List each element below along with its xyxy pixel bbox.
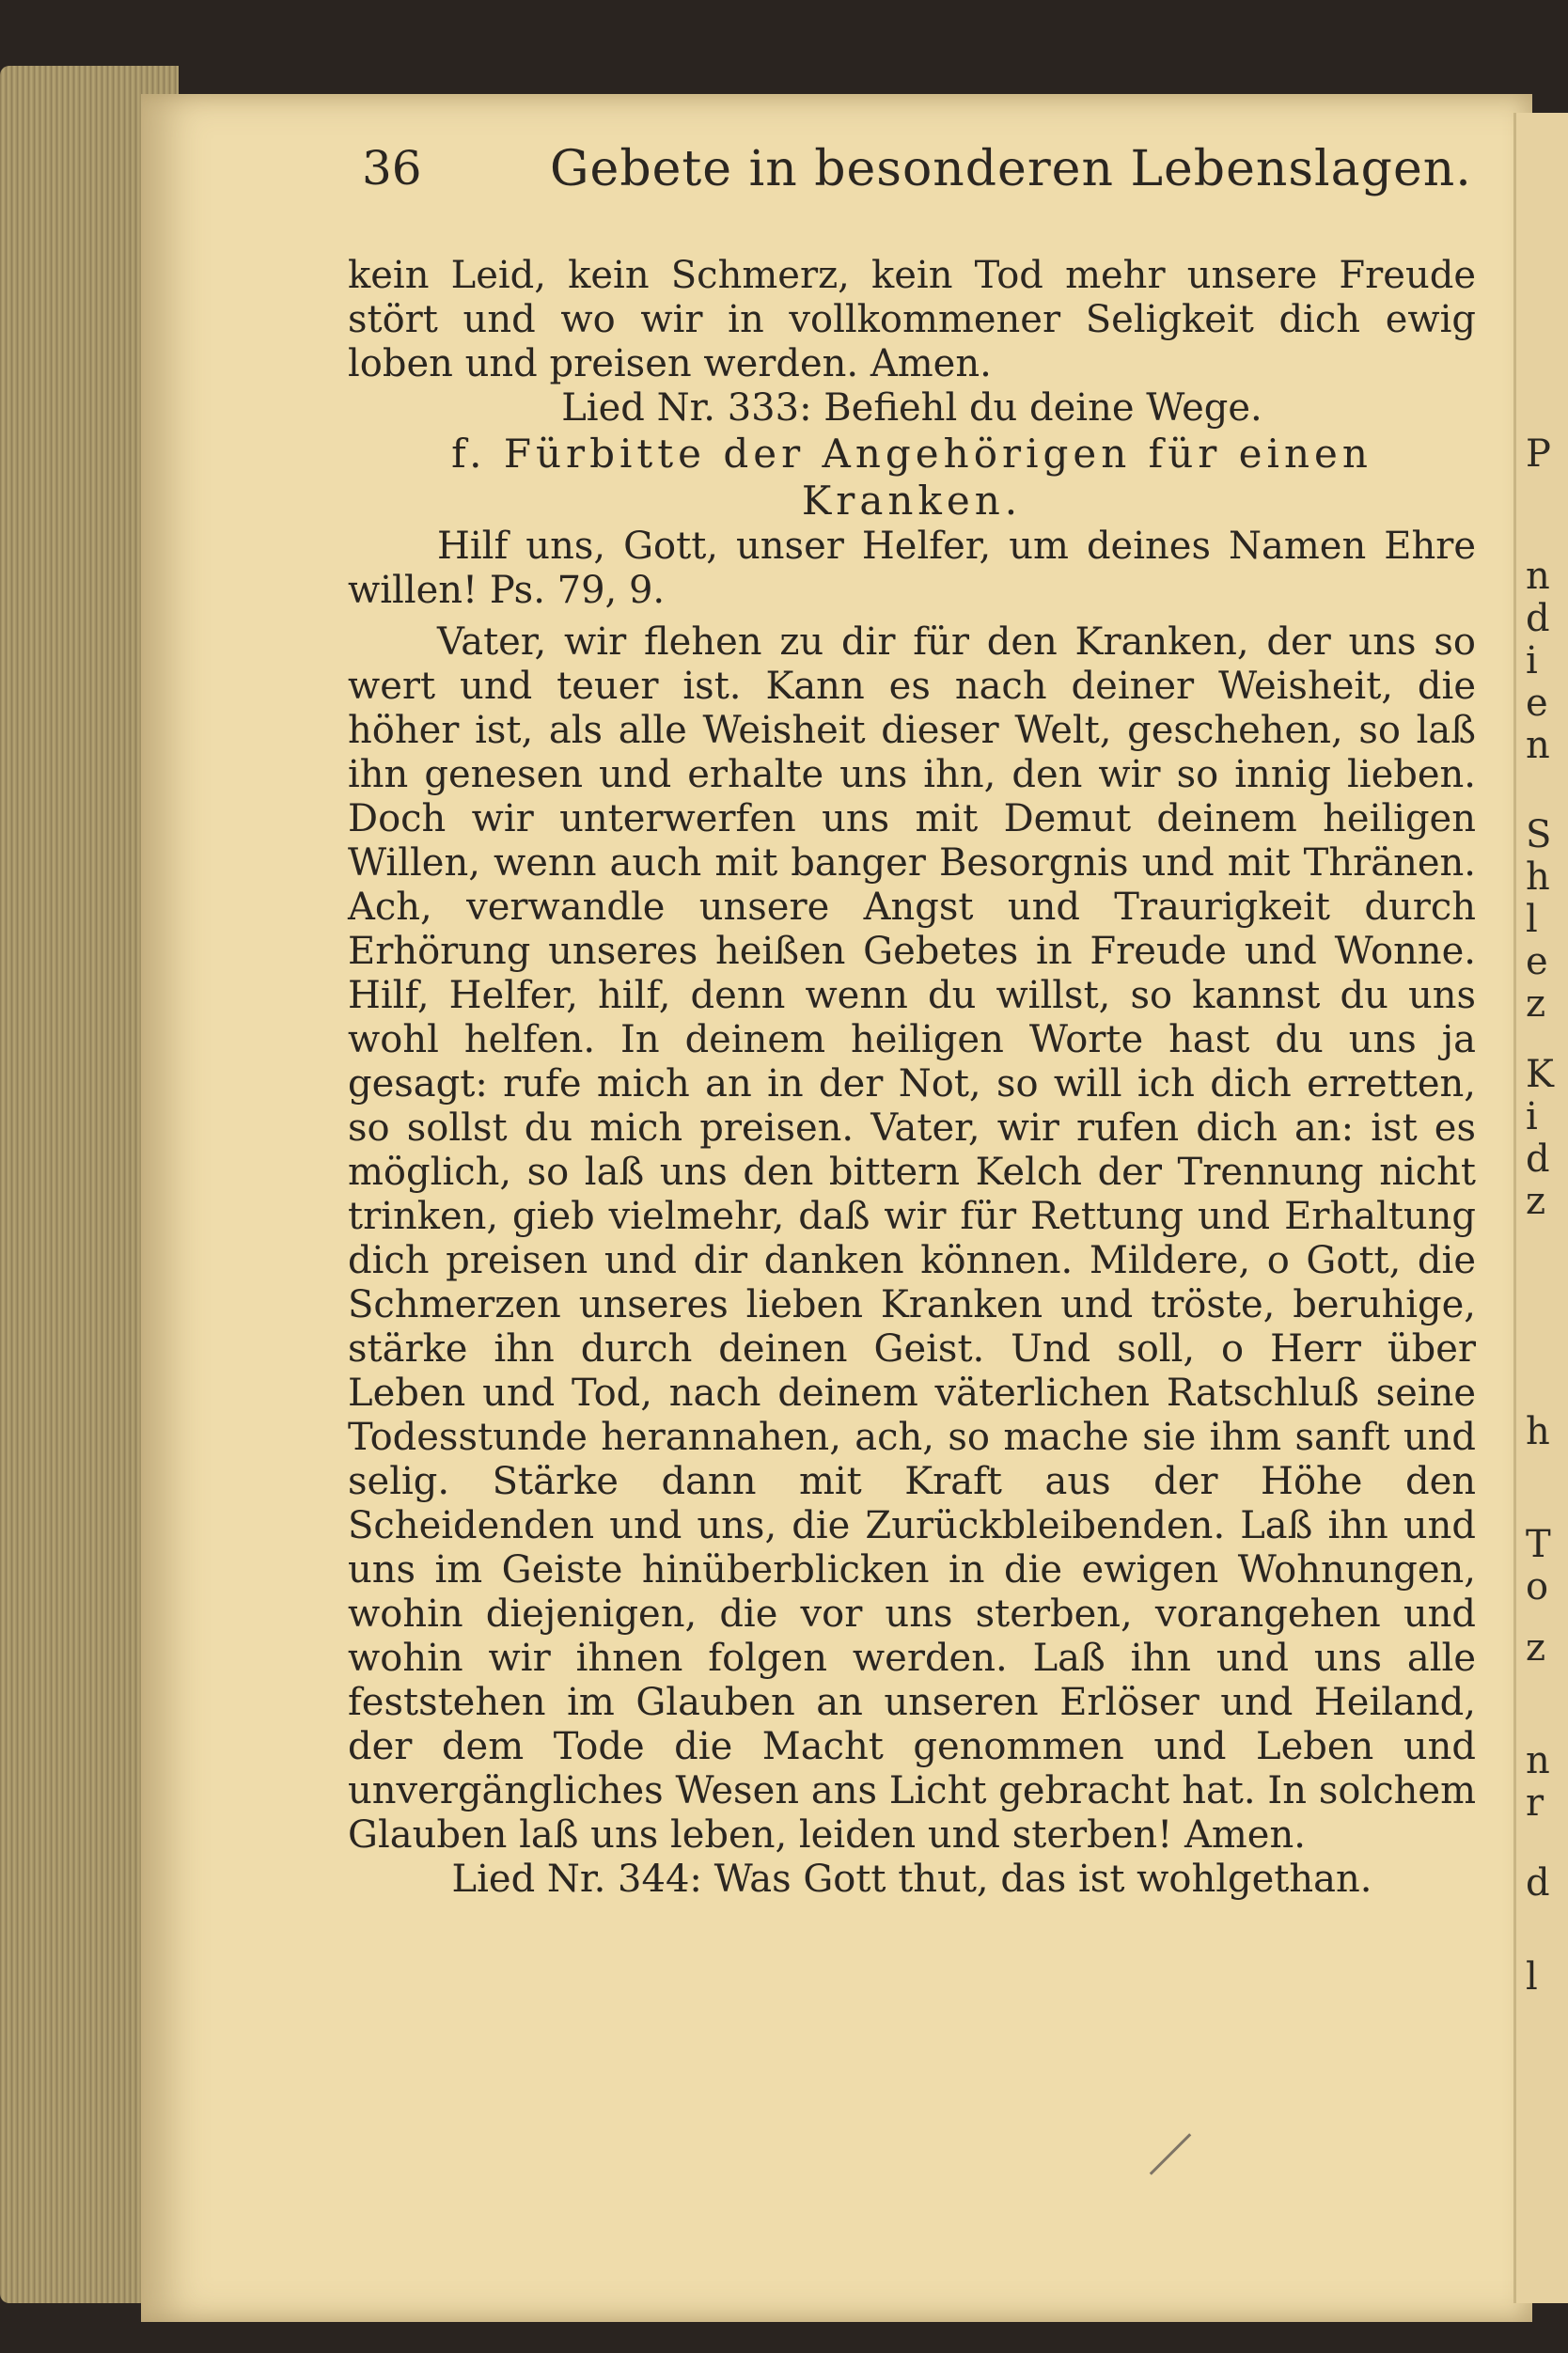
- next-page-fragment: l: [1526, 898, 1538, 941]
- next-page-fragment: n: [1526, 724, 1550, 767]
- next-page-fragment: i: [1526, 1095, 1538, 1138]
- hymn-reference: Lied Nr. 344: Was Gott thut, das ist wohlgethan.: [451, 1858, 1372, 1901]
- next-page-fragment: r: [1526, 1781, 1544, 1825]
- page-body: [348, 254, 1476, 1902]
- next-page-fragment: z: [1526, 1626, 1546, 1670]
- section-heading: f. Fürbitte der Angehörigen für einen Kranken.: [451, 431, 1372, 524]
- next-page-fragment: T: [1526, 1523, 1551, 1566]
- next-page-fragment: i: [1526, 639, 1538, 682]
- next-page-fragment: P: [1526, 432, 1551, 476]
- next-page-fragment: o: [1526, 1565, 1549, 1608]
- page-number: 36: [362, 141, 422, 196]
- next-page-fragment: z: [1526, 1180, 1546, 1223]
- next-page-fragment: z: [1526, 982, 1546, 1026]
- next-page-fragment: d: [1526, 597, 1550, 640]
- hymn-reference: Lied Nr. 333: Befiehl du deine Wege.: [561, 386, 1262, 430]
- page-header: [362, 141, 1490, 216]
- next-page-fragment: h: [1526, 855, 1550, 899]
- next-page-fragment: l: [1526, 1955, 1538, 1999]
- next-page-edge: [1513, 113, 1568, 2303]
- next-page-fragment: K: [1526, 1053, 1554, 1096]
- intro-paragraph: kein Leid, kein Schmerz, kein Tod mehr unsere Freude stört und wo wir in vollkommener Seligkeit dich ewig loben und preisen werden. Amen.: [348, 254, 1476, 385]
- next-page-fragment: n: [1526, 555, 1550, 598]
- next-page-fragment: d: [1526, 1137, 1550, 1181]
- running-title: Gebete in besonderen Lebenslagen.: [550, 141, 1472, 197]
- next-page-fragment: d: [1526, 1861, 1550, 1905]
- next-page-fragment: S: [1526, 813, 1552, 856]
- bible-verse: Hilf uns, Gott, unser Helfer, um deines Namen Ehre willen! Ps. 79, 9.: [348, 525, 1476, 612]
- next-page-fragment: e: [1526, 682, 1548, 725]
- next-page-fragment: h: [1526, 1410, 1550, 1453]
- next-page-fragment: n: [1526, 1739, 1550, 1782]
- next-page-fragment: e: [1526, 940, 1548, 983]
- prayer-text: Vater, wir flehen zu dir für den Kranken, der uns so wert und teuer ist. Kann es nach deiner Weisheit, die höher ist, als alle Weisheit dieser Welt, geschehen, so laß ihn genesen und erhalte uns ihn, den wir so innig lieben. Doch wir unterwerfen uns mit Demut deinem heiligen Willen, wenn auch mit banger Besorgnis und mit Thränen. Ach, verwandle unsere Angst und Traurigkeit durch Erhörung unseres heißen Gebetes in Freude und Wonne. Hilf, Helfer, hilf, denn wenn du willst, so kannst du uns wohl helfen. In deinem heiligen Worte hast du uns ja gesagt: rufe mich an in der Not, so will ich dich erretten, so sollst du mich preisen. Vater, wir rufen dich an: ist es möglich, so laß uns den bittern Kelch der Trennung nicht trinken, gieb vielmehr, daß wir für Rettung und Erhaltung dich preisen und dir danken können. Mildere, o Gott, die Schmerzen unseres lieben Kranken und tröste, beruhige, stärke ihn durch deinen Geist. Und soll, o Herr über Leben und Tod, nach deinem väterlichen Ratschluß seine Todesstunde herannahen, ach, so mache sie ihm sanft und selig. Stärke dann mit Kraft aus der Höhe den Scheidenden und uns, die Zurückbleibenden. Laß ihn und uns im Geiste hinüberblicken in die ewigen Wohnungen, wohin diejenigen, die vor uns sterben, vorangehen und wohin wir ihnen folgen werden. Laß ihn und uns alle feststehen im Glauben an unseren Erlöser und Heiland, der dem Tode die Macht genommen und Leben und unvergängliches Wesen ans Licht gebracht hat. In solchem Glauben laß uns leben, leiden und sterben! Amen.: [348, 620, 1476, 1857]
